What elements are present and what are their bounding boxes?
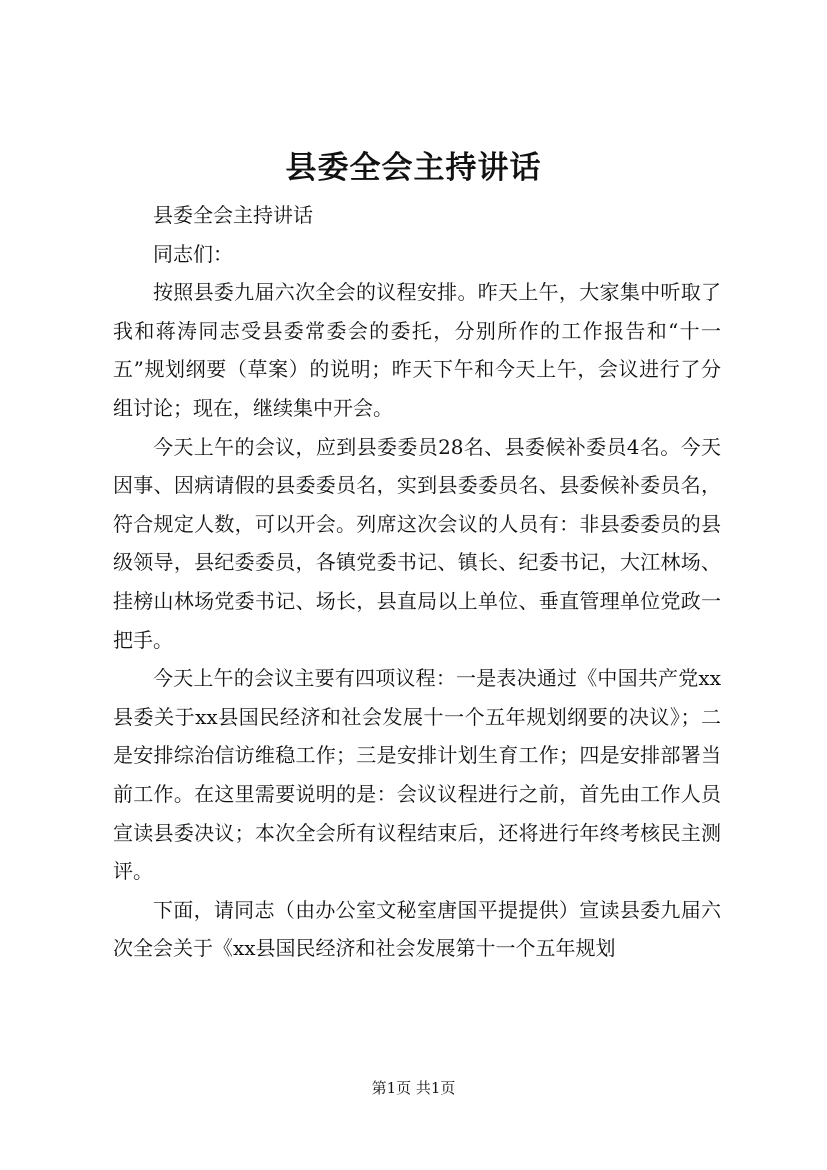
paragraph: 今天上午的会议，应到县委委员28名、县委候补委员4名。今天因事、因病请假的县委委员名，实到县委委员名、县委候补委员名，符合规定人数，可以开会。列席这次会议的人员有：非县委委员的县级领导，县纪委委员，各镇党委书记、镇长、纪委书记，大江林场、挂榜山林场党委书记、场长，县直局以上单位、垂直管理单位党政一把手。: [113, 434, 721, 652]
page-footer: 第1页 共1页: [371, 1079, 456, 1097]
paragraph: 同志们：: [153, 241, 233, 266]
document-title: 县委全会主持讲话: [285, 150, 542, 186]
document-body: [113, 196, 721, 968]
paragraph: 今天上午的会议主要有四项议程：一是表决通过《中国共产党xx县委关于xx县国民经济和社会发展十一个五年规划纲要的决议》；二是安排综治信访维稳工作；三是安排计划生育工作；四是安排部署当前工作。在这里需要说明的是：会议议程进行之前，首先由工作人员宣读县委决议；本次全会所有议程结束后，还将进行年终考核民主测评。: [113, 666, 721, 884]
paragraph: 县委全会主持讲话: [153, 203, 313, 227]
paragraph: 按照县委九届六次全会的议程安排。昨天上午，大家集中听取了我和蒋涛同志受县委常委会的委托，分别所作的工作报告和“十一五”规划纲要（草案）的说明；昨天下午和今天上午，会议进行了分组讨论；现在，继续集中开会。: [113, 280, 721, 420]
paragraph: 下面，请同志（由办公室文秘室唐国平提提供）宣读县委九届六次全会关于《xx县国民经济和社会发展第十一个五年规划: [113, 897, 721, 961]
